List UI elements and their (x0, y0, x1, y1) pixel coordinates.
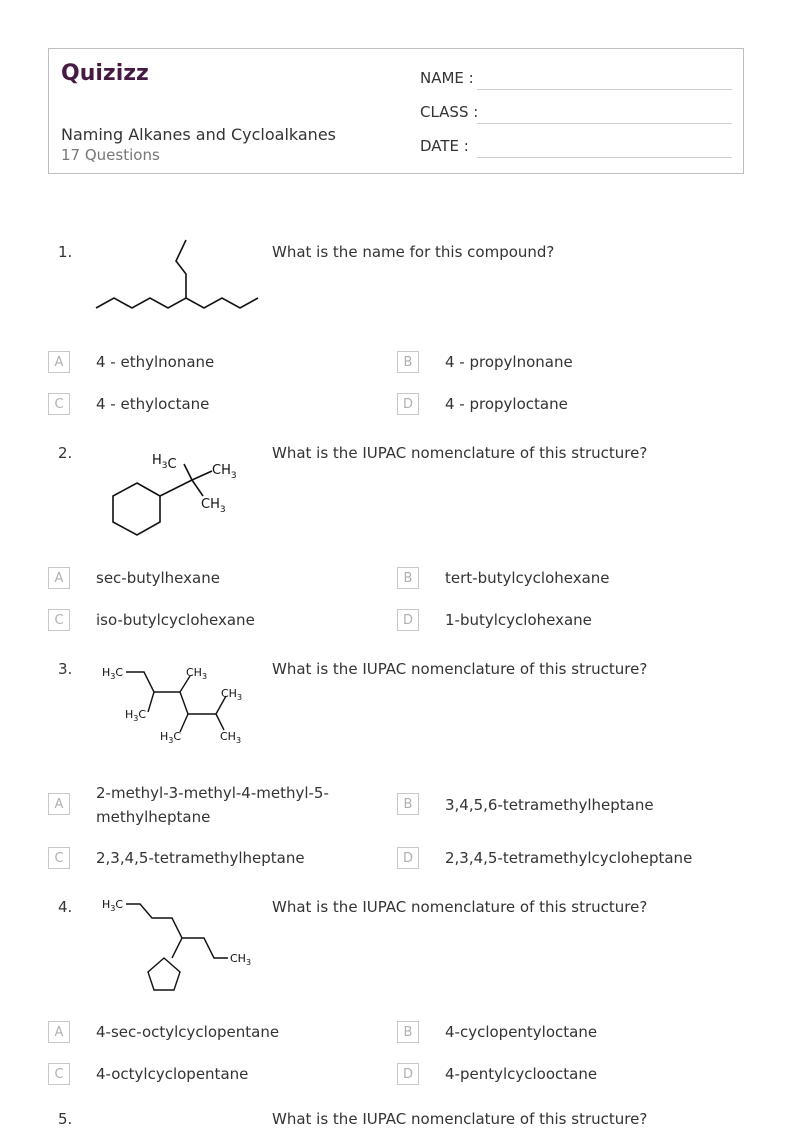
question-number: 2. (58, 444, 73, 462)
date-line[interactable] (477, 157, 732, 158)
class-label: CLASS : (420, 103, 479, 121)
structure-tert-butylcyclohexane (100, 446, 260, 540)
question-text: What is the IUPAC nomenclature of this structure? (272, 898, 648, 916)
question-number: 1. (58, 243, 73, 261)
option-c-badge[interactable]: C (48, 393, 70, 415)
option-b-text[interactable]: 4 - propylnonane (445, 353, 573, 371)
question-text: What is the IUPAC nomenclature of this structure? (272, 1110, 648, 1128)
label-h3c-1: $H_3C$ (102, 666, 124, 681)
option-a-badge[interactable]: A (48, 1021, 70, 1043)
question-number: 4. (58, 898, 73, 916)
option-d-text[interactable]: 2,3,4,5-tetramethylcycloheptane (445, 849, 693, 867)
label-ch3-3: $CH_3$ (220, 730, 242, 745)
option-d-badge[interactable]: D (397, 609, 419, 631)
worksheet-header (48, 48, 744, 174)
label-ch3: $CH_3$ (230, 952, 252, 967)
option-b-badge[interactable]: B (397, 567, 419, 589)
option-a-text[interactable]: 4-sec-octylcyclopentane (96, 1023, 280, 1041)
option-d-text[interactable]: 4 - propyloctane (445, 395, 568, 413)
label-h3c-2: $H_3C$ (125, 708, 147, 723)
label-ch3-2: $CH_3$ (221, 687, 243, 702)
option-b-text[interactable]: tert-butylcyclohexane (445, 569, 610, 587)
option-c-text[interactable]: 4-octylcyclopentane (96, 1065, 249, 1083)
question-count: 17 Questions (61, 146, 160, 164)
option-c-text[interactable]: iso-butylcyclohexane (96, 611, 255, 629)
option-d-badge[interactable]: D (397, 1063, 419, 1085)
option-b-badge[interactable]: B (397, 1021, 419, 1043)
option-c-text[interactable]: 4 - ethyloctane (96, 395, 210, 413)
option-b-text[interactable]: 4-cyclopentyloctane (445, 1023, 598, 1041)
question-number: 3. (58, 660, 73, 678)
quizizz-logo (61, 57, 153, 87)
option-d-text[interactable]: 4-pentylcyclooctane (445, 1065, 598, 1083)
option-a-badge[interactable]: A (48, 567, 70, 589)
option-d-text[interactable]: 1-butylcyclohexane (445, 611, 592, 629)
label-ch3-bottom: $CH_3$ (201, 497, 226, 515)
label-h3c: $H_3C$ (102, 898, 124, 913)
structure-4-cyclopentyloctane (100, 894, 260, 998)
option-a-text[interactable]: 4 - ethylnonane (96, 353, 215, 371)
date-label: DATE : (420, 137, 469, 155)
option-b-badge[interactable]: B (397, 351, 419, 373)
option-a-text[interactable]: 2-methyl-3-methyl-4-methyl-5-methylheptane (96, 784, 329, 826)
option-a-badge[interactable]: A (48, 793, 70, 815)
question-text: What is the name for this compound? (272, 243, 555, 261)
option-d-badge[interactable]: D (397, 393, 419, 415)
option-b-text[interactable]: 3,4,5,6-tetramethylheptane (445, 796, 654, 814)
option-c-badge[interactable]: C (48, 609, 70, 631)
label-h3c: $H_3C$ (152, 453, 177, 472)
label-ch3-1: $CH_3$ (186, 666, 208, 681)
worksheet-title: Naming Alkanes and Cycloalkanes (61, 125, 336, 144)
class-line[interactable] (477, 123, 732, 124)
structure-4-propylnonane (90, 234, 260, 318)
name-line[interactable] (477, 89, 732, 90)
name-label: NAME : (420, 69, 474, 87)
option-a-badge[interactable]: A (48, 351, 70, 373)
question-text: What is the IUPAC nomenclature of this structure? (272, 660, 648, 678)
option-d-badge[interactable]: D (397, 847, 419, 869)
label-ch3-right: $CH_3$ (212, 463, 237, 481)
option-c-badge[interactable]: C (48, 1063, 70, 1085)
question-number: 5. (58, 1110, 73, 1128)
label-h3c-3: $H_3C$ (160, 730, 182, 745)
option-c-badge[interactable]: C (48, 847, 70, 869)
question-text: What is the IUPAC nomenclature of this structure? (272, 444, 648, 462)
option-b-badge[interactable]: B (397, 793, 419, 815)
structure-2345-tetramethylheptane (100, 660, 260, 750)
option-c-text[interactable]: 2,3,4,5-tetramethylheptane (96, 849, 305, 867)
option-a-text[interactable]: sec-butylhexane (96, 569, 220, 587)
brand-text: Quizizz (61, 61, 149, 86)
